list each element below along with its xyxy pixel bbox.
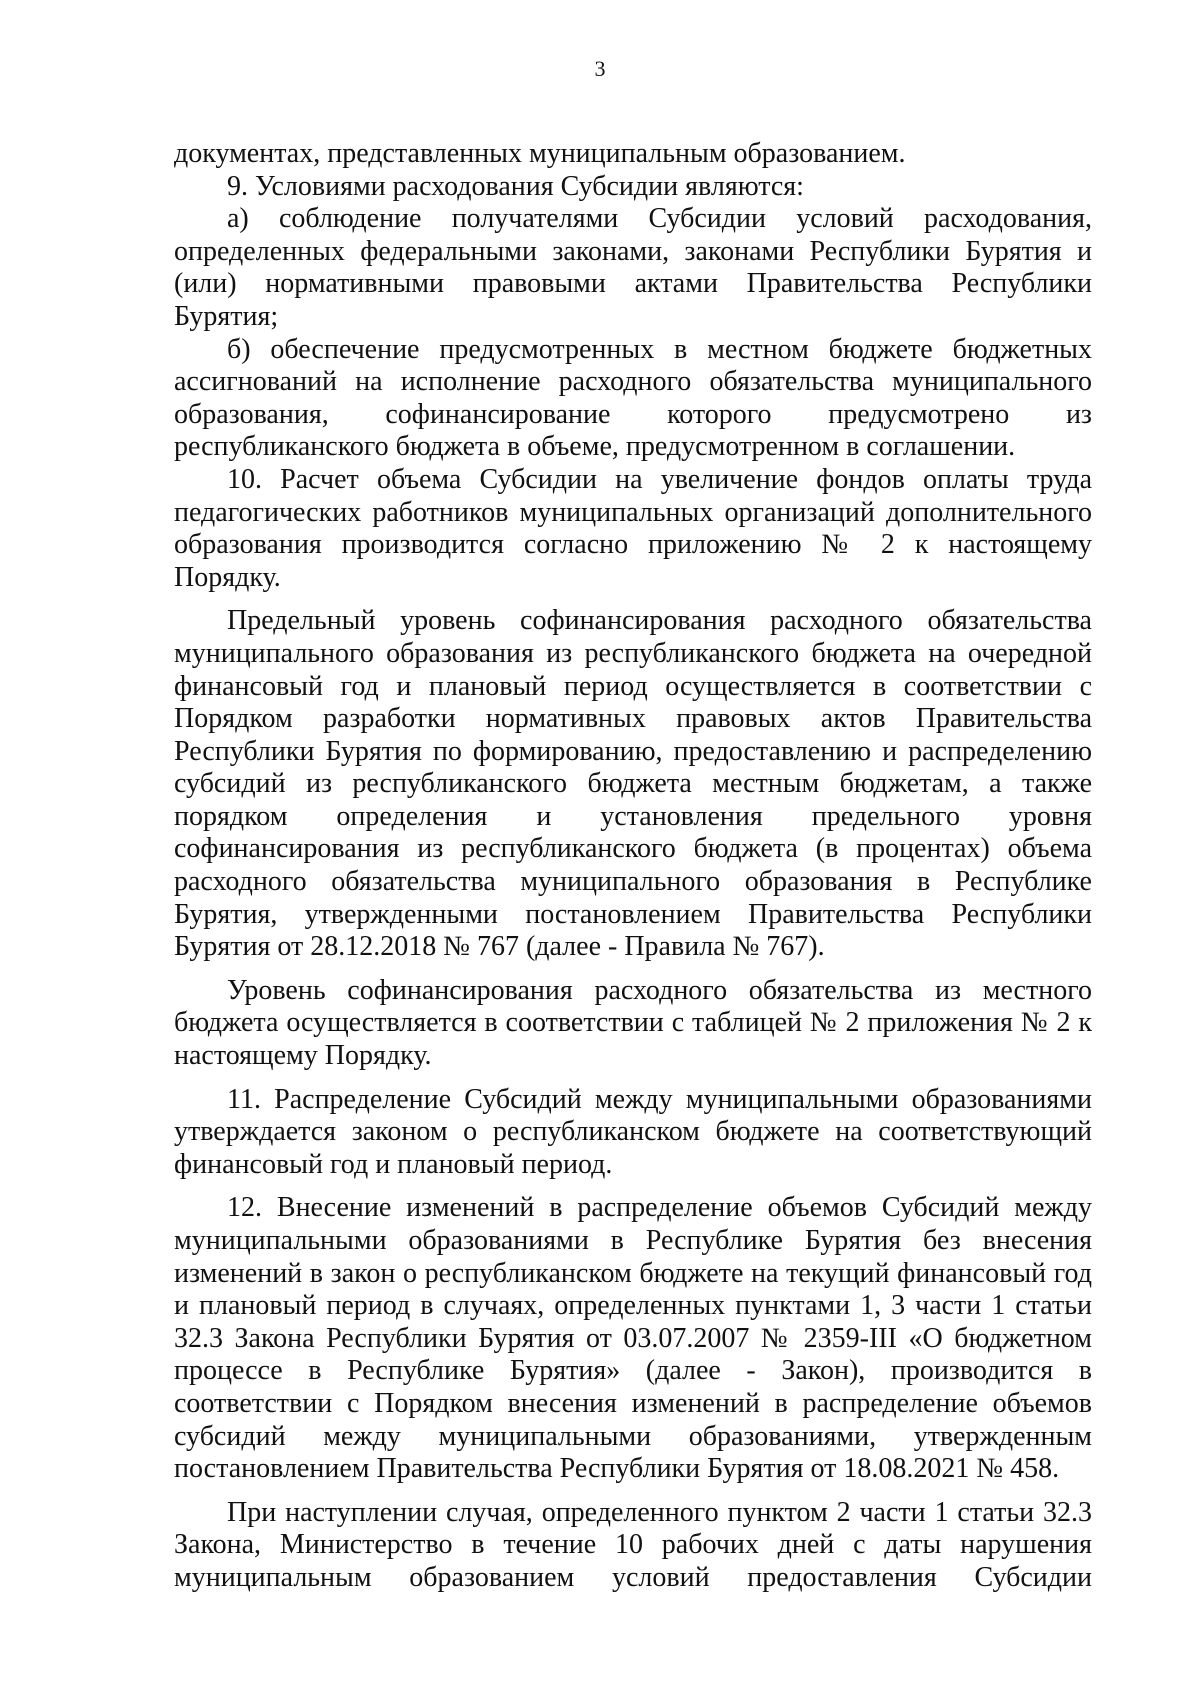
paragraph-item-10: 10. Расчет объема Субсидии на увеличение фондов оплаты труда педагогических работников муниципальных организаций дополнительного образования производится согласно приложению № 2 к настоящему Порядку. <box>174 463 1092 593</box>
paragraph-subitem-a: а) соблюдение получателями Субсидии условий расходования, определенных федеральными законами, законами Республики Бурятия и (или) нормативными правовыми актами Правительства Республики Бурятия; <box>174 203 1092 332</box>
paragraph-cofinancing-limit: Предельный уровень софинансирования расходного обязательства муниципального образования из республиканского бюджета на очередной финансовый год и плановый период осуществляется в соответствии с Порядком разработки нормативных правовых актов Правительства Республики Бурятия по формированию, предоставлению и распределению субсидий из республиканского бюджета местным бюджетам, а также порядком определения и установления предельного уровня софинансирования из республиканского бюджета (в процентах) объема расходного обязательства муниципального образования в Республике Бурятия, утвержденными постановлением Правительства Республики Бурятия от 28.12.2018 № 767 (далее - Правила № 767). <box>174 605 1092 963</box>
paragraph-subitem-b: б) обеспечение предусмотренных в местном бюджете бюджетных ассигнований на исполнение расходного обязательства муниципального образования, софинансирование которого предусмотрено из республиканского бюджета в объеме, предусмотренном в соглашении. <box>174 333 1092 463</box>
paragraph-item-12: 12. Внесение изменений в распределение объемов Субсидий между муниципальными образованиями в Республике Бурятия без внесения изменений в закон о республиканском бюджете на текущий финансовый год и плановый период в случаях, определенных пунктами 1, 3 части 1 статьи 32.3 Закона Республики Бурятия от 03.07.2007 № 2359-III «О бюджетном процессе в Республике Бурятия» (далее - Закон), производится в соответствии с Порядком внесения изменений в распределение объемов субсидий между муниципальными образованиями, утвержденным постановлением Правительства Республики Бурятия от 18.08.2021 № 458. <box>174 1192 1092 1485</box>
paragraph-item-9: 9. Условиями расходования Субсидии являются: <box>227 170 804 202</box>
paragraph-item-11: 11. Распределение Субсидий между муниципальными образованиями утверждается законом о республиканском бюджете на соответствующий финансовый год и плановый период. <box>174 1083 1092 1180</box>
paragraph-cofinancing-level: Уровень софинансирования расходного обязательства из местного бюджета осуществляется в соответствии с таблицей № 2 приложения № 2 к настоящему Порядку. <box>174 974 1092 1072</box>
paragraph-continuation: документах, представленных муниципальным образованием. <box>174 138 906 169</box>
paragraph-violation-case: При наступлении случая, определенного пунктом 2 части 1 статьи 32.3 Закона, Министерство в течение 10 рабочих дней с даты нарушения муниципальным образованием условий предоставления Субсидии <box>174 1496 1092 1593</box>
document-body <box>174 138 1092 1595</box>
page-number: 3 <box>594 56 606 81</box>
